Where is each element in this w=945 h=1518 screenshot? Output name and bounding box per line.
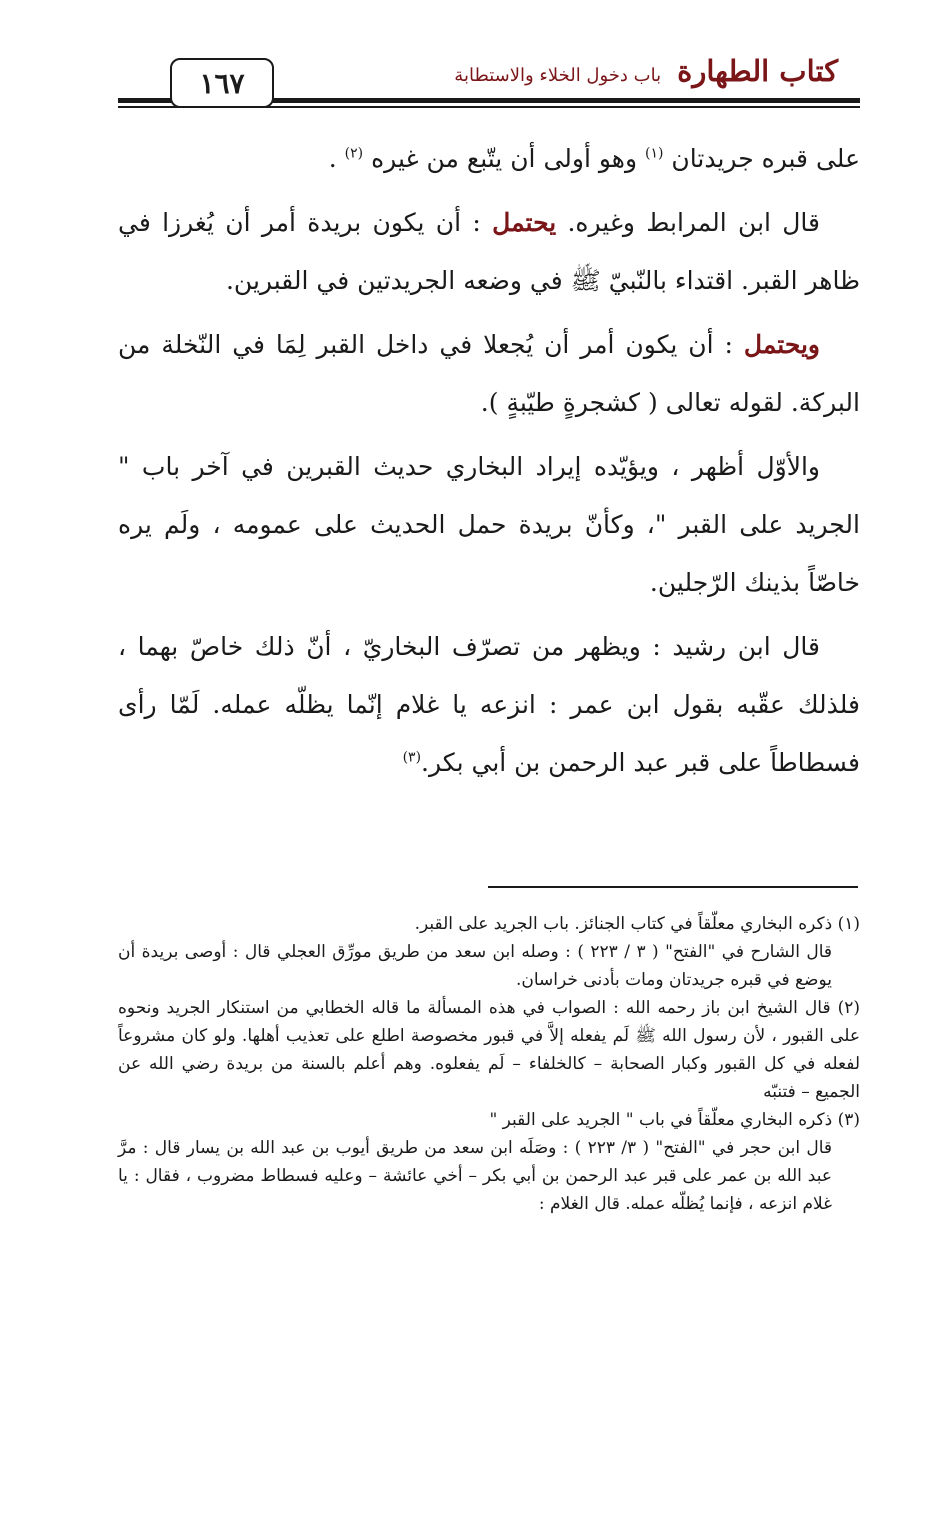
highlight-yahtamil: يحتمل — [492, 208, 557, 237]
paragraph-1-text-a: على قبره جريدتان — [663, 144, 860, 173]
page-header — [118, 50, 860, 106]
paragraph-2-text-a: قال ابن المرابط وغيره. — [556, 208, 821, 237]
chapter-title: باب دخول الخلاء والاستطابة — [454, 65, 662, 86]
paragraph-1-text-c: . — [328, 144, 345, 173]
main-text — [118, 130, 860, 798]
paragraph-3-text: : أن يكون أمر أن يُجعلا في داخل القبر لِمَا في النّخلة من البركة. لقوله تعالى ( كشجرةٍ طيّبةٍ ). — [118, 330, 860, 417]
paragraph-4: والأوّل أظهر ، ويؤيّده إيراد البخاري حديث القبرين في آخر باب " الجريد على القبر "، وكأنّ بريدة حمل الحديث على عمومه ، ولَم يره خاصّاً بذينك الرّجلين. — [118, 452, 860, 597]
footnote-3-detail: قال ابن حجر في "الفتح" ( ٣/ ٢٢٣ ) : وصَلَه ابن سعد من طريق أيوب بن عبد الله بن يسار قال : مرَّ عبد الله بن عمر على قبر عبد الرحمن بن أبي بكر – أخي عائشة – وعليه فسطاط مضروب ، فقال : يا غلام انزعه ، فإنما يُظلّه عمله. قال الغلام : — [118, 1138, 832, 1214]
paragraph-2 — [118, 194, 860, 310]
paragraph-1 — [118, 130, 860, 188]
footnote-ref-2: (٢) — [344, 145, 364, 162]
footnote-ref-3: (٣) — [402, 749, 422, 766]
footnote-2: (٢) قال الشيخ ابن باز رحمه الله : الصواب في هذه المسألة ما قاله الخطابي من استنكار الجريد ونحوه على القبور ، لأن رسول الله ﷺ لَم يفعله إلاَّ في قبور مخصوصة اطلع على تعذيب أهلها. ولو كان مشروعاً لفعله في كل القبور وكبار الصحابة – كالخلفاء – لَم يفعلوه. وهم أعلم بالسنة من بريدة رضي الله عن الجميع – فتنبّه — [118, 998, 860, 1102]
highlight-wayahtamil: ويحتمل — [743, 330, 820, 359]
paragraph-2-text-b: : أن يكون بريدة أمر أن يُغرزا في ظاهر القبر. اقتداء بالنّبيّ ﷺ في وضعه الجريدتين في القبرين. — [118, 208, 860, 295]
footnote-1: (١) ذكره البخاري معلّقاً في كتاب الجنائز. باب الجريد على القبر. — [414, 914, 860, 934]
footnote-3: (٣) ذكره البخاري معلّقاً في باب " الجريد على القبر " — [489, 1110, 860, 1130]
paragraph-3 — [118, 316, 860, 432]
footnote-separator — [488, 886, 858, 888]
paragraph-1-text-b: وهو أولى أن يتّبع من غيره — [363, 144, 645, 173]
book-title: كتاب الطهارة — [677, 54, 838, 88]
page-number: ١٦٧ — [170, 58, 274, 108]
footnotes — [118, 910, 860, 1218]
paragraph-5-text: قال ابن رشيد : ويظهر من تصرّف البخاريّ ، أنّ ذلك خاصّ بهما ، فلذلك عقّبه بقول ابن عمر : انزعه يا غلام إنّما يظلّه عمله. لَمّا رأى فسطاطاً على قبر عبد الرحمن بن أبي بكر. — [118, 632, 860, 777]
header-title — [454, 54, 838, 88]
paragraph-5 — [118, 618, 860, 792]
footnote-1-detail: قال الشارح في "الفتح" ( ٣ / ٢٢٣ ) : وصله ابن سعد من طريق مورِّق العجلي قال : أوصى بريدة أن يوضع في قبره جريدتان ومات بأدنى خراسان. — [118, 942, 833, 990]
footnote-ref-1: (١) — [645, 145, 664, 162]
